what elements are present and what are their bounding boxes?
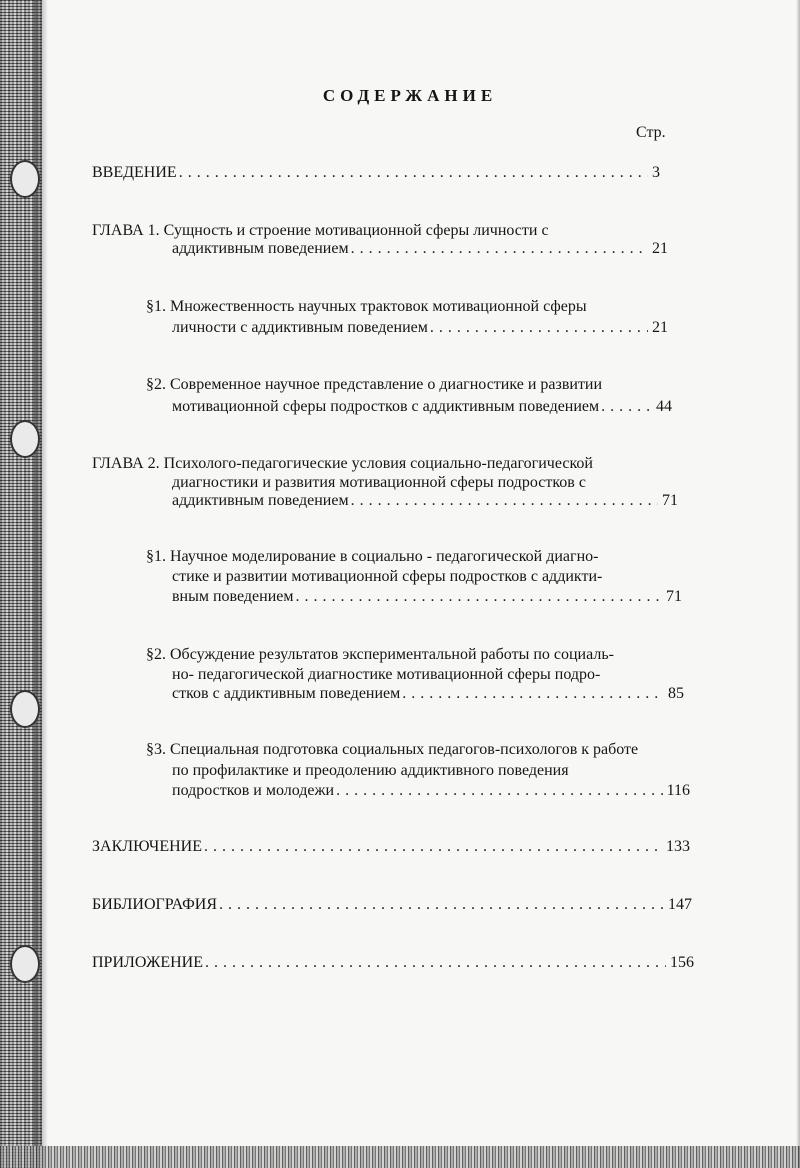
toc-entry-bibliography[interactable] <box>92 894 692 916</box>
toc-page-number: 71 <box>662 492 678 509</box>
toc-entry-ch1-s1[interactable] <box>172 317 668 339</box>
leader-dots <box>430 317 648 339</box>
toc-chapter1-line1: ГЛАВА 1. Сущность и строение мотивационной сферы личности с <box>92 222 549 239</box>
toc-entry-appendix[interactable] <box>92 952 694 974</box>
leader-dots <box>601 396 652 418</box>
toc-page-number: 44 <box>656 398 672 415</box>
leader-dots <box>351 238 648 260</box>
toc-label: ЗАКЛЮЧЕНИЕ <box>92 838 202 855</box>
punch-hole <box>10 690 40 728</box>
toc-ch1-s2-line1: §2. Современное научное представление о диагностике и развитии <box>146 376 603 393</box>
punch-hole <box>10 420 40 458</box>
toc-label: подростков и молодежи <box>172 782 335 799</box>
toc-ch2-s2-line1: §2. Обсуждение результатов экспериментальной работы по социаль- <box>146 646 614 663</box>
toc-ch2-s1-line1: §1. Научное моделирование в социально - педагогической диагно- <box>146 548 599 565</box>
toc-label: ВВЕДЕНИЕ <box>92 164 177 181</box>
punch-hole <box>10 160 40 198</box>
toc-page-number: 116 <box>666 782 690 799</box>
toc-label: вным поведением <box>172 588 294 605</box>
toc-page-number: 85 <box>668 685 684 702</box>
toc-page-number: 133 <box>666 838 690 855</box>
right-scan-edge <box>796 0 800 1168</box>
toc-entry-ch2-s3[interactable] <box>172 780 690 802</box>
toc-label: личности с аддиктивным поведением <box>172 319 428 336</box>
toc-label: аддиктивным поведением <box>172 492 349 509</box>
toc-label: мотивационной сферы подростков с аддиктивным поведением <box>172 398 600 415</box>
toc-page-number: 21 <box>652 240 668 257</box>
toc-ch2-s3-line2: по профилактике и преодолению аддиктивного поведения <box>172 762 569 779</box>
leader-dots <box>336 780 662 802</box>
toc-entry-conclusion[interactable] <box>92 836 690 858</box>
toc-page-number: 21 <box>652 319 668 336</box>
toc-chapter2-line1: ГЛАВА 2. Психолого-педагогические условия социально-педагогической <box>92 455 593 472</box>
toc-page-number: 147 <box>668 896 692 913</box>
bottom-scan-edge <box>0 1146 800 1168</box>
leader-dots <box>351 490 658 512</box>
toc-entry-chapter1[interactable] <box>172 238 668 260</box>
toc-ch2-s3-line1: §3. Специальная подготовка социальных педагогов-психологов к работе <box>146 741 639 758</box>
toc-entry-chapter2[interactable] <box>172 490 678 512</box>
toc-entry-ch2-s2[interactable] <box>172 683 684 705</box>
toc-ch2-s2-line2: но- педагогической диагностике мотивационной сферы подро- <box>172 666 601 683</box>
leader-dots <box>205 952 666 974</box>
page-column-label: Стр. <box>636 124 666 141</box>
toc-label: стков с аддиктивным поведением <box>172 685 401 702</box>
toc-chapter2-line2: диагностики и развития мотивационной сферы подростков с <box>172 474 586 491</box>
toc-ch1-s1-line1: §1. Множественность научных трактовок мотивационной сферы <box>146 298 587 315</box>
toc-entry-ch2-s1[interactable] <box>172 586 682 608</box>
toc-entry-ch1-s2[interactable] <box>172 396 672 418</box>
document-title: СОДЕРЖАНИЕ <box>322 86 498 105</box>
toc-entry-intro[interactable] <box>92 162 660 184</box>
leader-dots <box>296 586 663 608</box>
toc-page-number: 156 <box>670 954 694 971</box>
toc-page-number: 3 <box>652 164 660 181</box>
toc-label: аддиктивным поведением <box>172 240 349 257</box>
leader-dots <box>219 894 664 916</box>
punch-hole <box>10 945 40 983</box>
toc-label: БИБЛИОГРАФИЯ <box>92 896 218 913</box>
toc-label: ПРИЛОЖЕНИЕ <box>92 954 204 971</box>
leader-dots <box>402 683 664 705</box>
leader-dots <box>204 836 662 858</box>
leader-dots <box>179 162 648 184</box>
toc-ch2-s1-line2: стике и развитии мотивационной сферы подростков с аддикти- <box>172 568 603 585</box>
toc-page-number: 71 <box>666 588 682 605</box>
